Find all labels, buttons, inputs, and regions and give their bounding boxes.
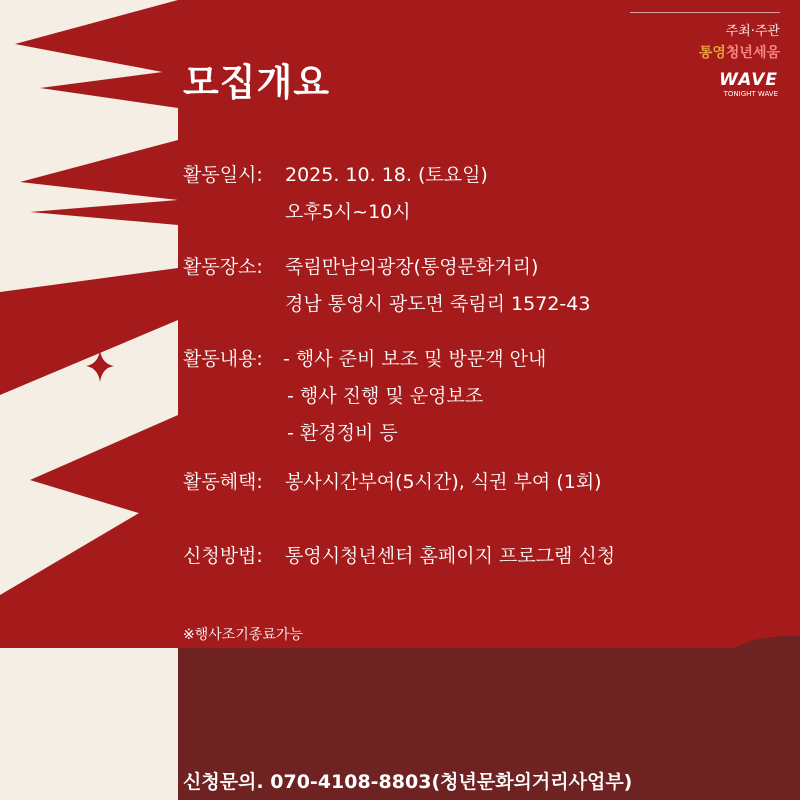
early-close-note: ※행사조기종료가능 [183,627,303,643]
wave-logo-subtitle: TONIGHT WAVE [723,90,778,98]
item-label-content: 활동내용: [183,348,263,370]
cream-strip [0,0,178,800]
item-value-content-3: - 환경정비 등 [287,422,398,444]
wave-logo [720,70,778,104]
item-value-content-2: - 행사 진행 및 운영보조 [287,385,484,407]
organizer-logo [699,42,780,62]
organizer-label: 주최·주관 [725,24,780,39]
item-label-place: 활동장소: [183,256,263,278]
item-value-place: 죽림만남의광장(통영문화거리) [285,256,539,278]
contact-footer: 신청문의. 070-4108-8803(청년문화의거리사업부) [183,771,633,793]
item-label-apply: 신청방법: [183,545,263,567]
page-title: 모집개요 [183,61,330,104]
item-value-content-1: - 행사 준비 보조 및 방문객 안내 [283,348,547,370]
item-label-benefit: 활동혜택: [183,471,263,493]
organizer-divider [630,12,780,13]
wave-logo-title: WAVE [719,70,778,90]
item-value-time: 오후5시~10시 [285,201,411,223]
organizer-name-part1: 통영 [698,45,726,61]
item-value-apply: 통영시청년센터 홈페이지 프로그램 신청 [285,545,616,567]
item-value-date: 2025. 10. 18. (토요일) [285,164,488,186]
item-label-date: 활동일시: [183,164,263,186]
item-value-address: 경남 통영시 광도면 죽림리 1572-43 [285,293,591,315]
organizer-name-part2: 청년세움 [725,45,780,61]
item-value-benefit: 봉사시간부여(5시간), 식권 부여 (1회) [285,471,602,493]
